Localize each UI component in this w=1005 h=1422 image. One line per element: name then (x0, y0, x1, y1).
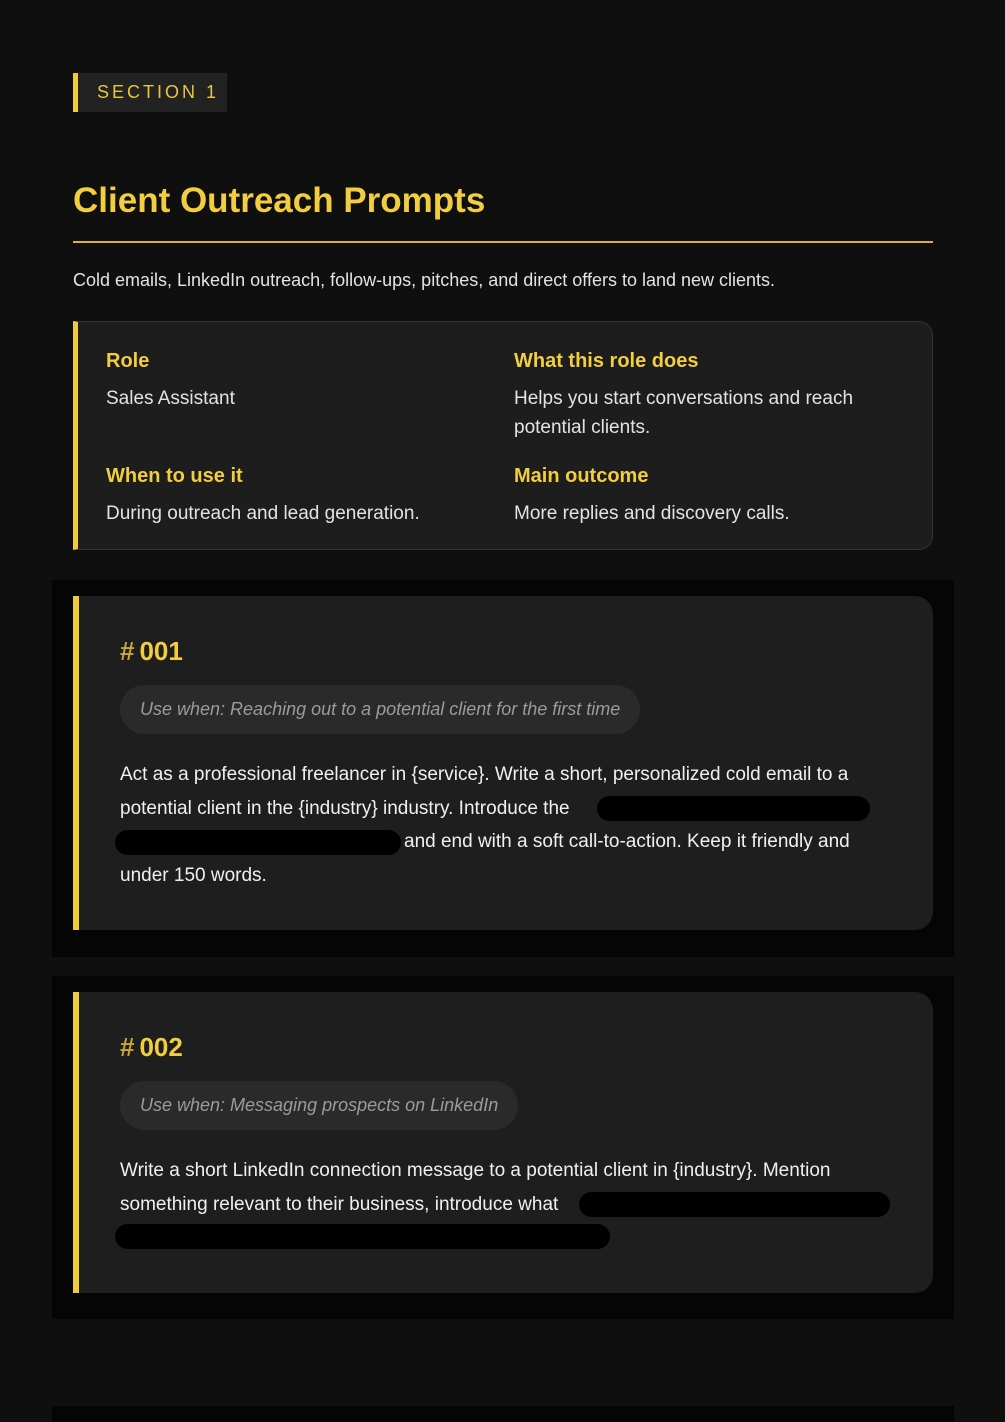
hash-symbol: # (120, 1032, 135, 1062)
page-title: Client Outreach Prompts (73, 181, 486, 220)
prompt-line: under 150 words. (120, 864, 267, 886)
prompt-number-value: 002 (139, 1032, 183, 1062)
info-does-label: What this role does (514, 350, 699, 372)
prompt-card (73, 596, 933, 930)
prompt-line: Act as a professional freelancer in {service}. Write a short, personalized cold email to a (120, 764, 849, 785)
info-when-label: When to use it (106, 465, 243, 487)
prompt-line: Write a short LinkedIn connection message to a potential client in {industry}. Mention (120, 1160, 831, 1181)
info-when-value: During outreach and lead generation. (106, 503, 420, 524)
prompt-number-value: 001 (139, 636, 183, 666)
section-intro: Cold emails, LinkedIn outreach, follow-ups, pitches, and direct offers to land new clients. (73, 270, 776, 290)
role-info-card (73, 321, 933, 550)
prompt-block (52, 976, 954, 1319)
redaction-bar (115, 1224, 610, 1249)
prompt-number (120, 636, 183, 667)
info-when (106, 465, 496, 528)
prompt-line: something relevant to their business, introduce what (120, 1193, 559, 1215)
hash-symbol: # (120, 636, 135, 666)
prompt-line: and end with a soft call-to-action. Keep it friendly and (404, 831, 850, 852)
info-role (106, 350, 496, 413)
info-outcome-label: Main outcome (514, 465, 649, 487)
redaction-bar (115, 830, 401, 855)
info-outcome-value: More replies and discovery calls. (514, 503, 790, 524)
info-does (514, 350, 894, 442)
use-when-pill: Use when: Reaching out to a potential client for the first time (120, 685, 640, 734)
info-does-value: Helps you start conversations and reach potential clients. (514, 388, 854, 438)
title-divider (73, 241, 933, 243)
info-role-label: Role (106, 350, 150, 372)
prompt-number (120, 1032, 183, 1063)
prompt-card (73, 992, 933, 1293)
prompt-text[interactable] (120, 758, 900, 892)
use-when-pill: Use when: Messaging prospects on LinkedIn (120, 1081, 518, 1130)
info-role-value: Sales Assistant (106, 388, 235, 409)
prompt-block (52, 580, 954, 957)
section-tag: SECTION 1 (73, 73, 227, 112)
info-outcome (514, 465, 904, 528)
redaction-bar (597, 796, 870, 821)
next-block-edge (52, 1406, 954, 1422)
redaction-bar (579, 1192, 890, 1217)
prompt-line: potential client in the {industry} industry. Introduce the (120, 797, 570, 819)
